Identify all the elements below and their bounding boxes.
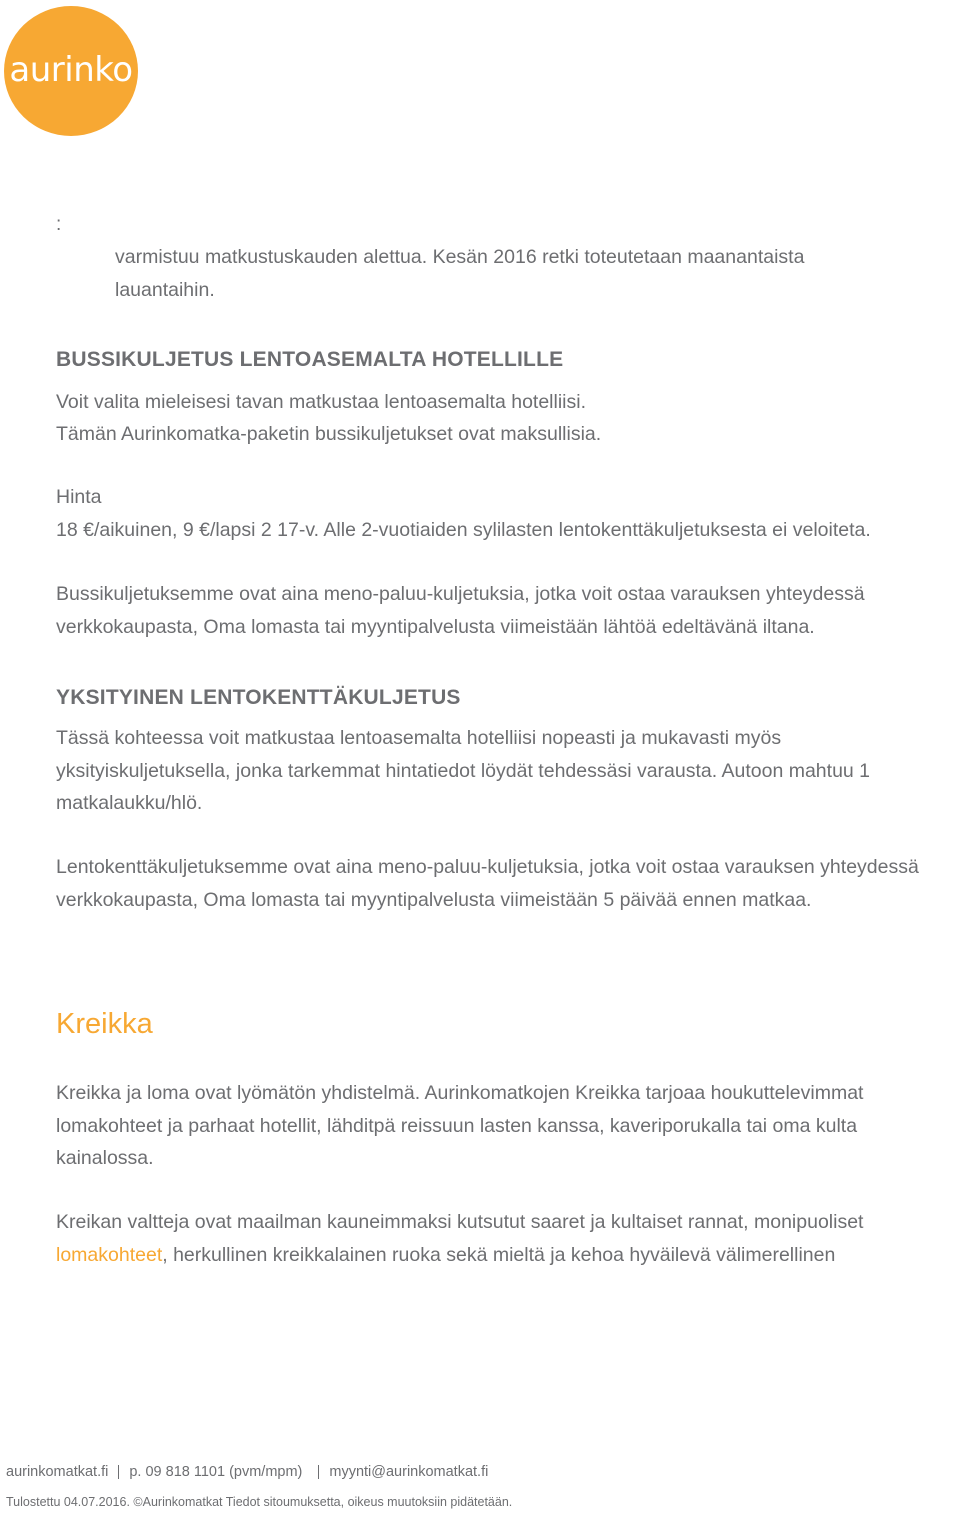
greece-text1: Kreikka ja loma ovat lyömätön yhdistelmä. Aurinkomatkojen Kreikka tarjoaa houkuttelevimmat lomakohteet ja parhaat hotellit, lähditpä reissuun lasten kanssa, kaveriporukalla tai oma kulta kainalossa. — [56, 1082, 864, 1169]
greece-text2-start: Kreikan valtteja ovat maailman kauneimmaksi kutsutut saaret ja kultaiset rannat, monipuoliset — [56, 1211, 864, 1233]
greece-heading: Kreikka — [56, 1008, 153, 1040]
footer-contact — [6, 1464, 488, 1480]
footer-print-info: Tulostettu 04.07.2016. ©Aurinkomatkat Tiedot sitoumuksetta, oikeus muutoksiin pidätetään. — [6, 1495, 513, 1509]
private-transfer-text: Tässä kohteessa voit matkustaa lentoasemalta hotelliisi nopeasti ja mukavasti myös yksityiskuljetuksella, jonka tarkemmat hintatiedot löydät tehdessäsi varausta. Autoon mahtuu 1 matkalaukku/hlö. — [56, 727, 871, 814]
footer-phone: p. 09 818 1101 (pvm/mpm) — [129, 1464, 303, 1480]
intro-colon: : — [56, 214, 62, 235]
aurinko-logo[interactable] — [4, 6, 138, 136]
intro-text: varmistuu matkustuskauden alettua. Kesän 2016 retki toteutetaan maanantaista lauantaihin. — [115, 246, 805, 301]
bus-transfer-heading: BUSSIKULJETUS LENTOASEMALTA HOTELLILLE — [56, 348, 564, 371]
footer-email-link[interactable]: myynti@aurinkomatkat.fi — [329, 1464, 489, 1480]
greece-text2 — [56, 1206, 951, 1271]
footer-site-link[interactable]: aurinkomatkat.fi — [6, 1464, 109, 1480]
private-transfer-heading: YKSITYINEN LENTOKENTTÄKULJETUS — [56, 686, 461, 709]
logo-text: aurinko — [9, 50, 133, 90]
bus-transfer-line2: Tämän Aurinkomatka-paketin bussikuljetukset ovat maksullisia. — [56, 423, 602, 445]
bus-transfer-info: Bussikuljetuksemme ovat aina meno-paluu-kuljetuksia, jotka voit ostaa varauksen yhteydessä verkkokaupasta, Oma lomasta tai myyntipalvelusta viimeistään lähtöä edeltävänä iltana. — [56, 583, 865, 638]
price-label: Hinta — [56, 486, 102, 508]
bus-transfer-line1: Voit valita mieleisesi tavan matkustaa lentoasemalta hotelliisi. — [56, 391, 587, 413]
footer-divider — [118, 1465, 119, 1479]
greece-text2-end: , herkullinen kreikkalainen ruoka sekä mieltä ja kehoa hyväilevä välimerellinen — [162, 1243, 836, 1266]
lomakohteet-link[interactable]: lomakohteet — [56, 1243, 163, 1266]
footer-divider — [318, 1465, 319, 1479]
price-text: 18 €/aikuinen, 9 €/lapsi 2 17-v. Alle 2-vuotiaiden sylilasten lentokenttäkuljetuksesta ei veloiteta. — [56, 519, 871, 541]
private-transfer-info: Lentokenttäkuljetuksemme ovat aina meno-paluu-kuljetuksia, jotka voit ostaa varauksen yhteydessä verkkokaupasta, Oma lomasta tai myyntipalvelusta viimeistään 5 päivää ennen matkaa. — [56, 856, 919, 911]
